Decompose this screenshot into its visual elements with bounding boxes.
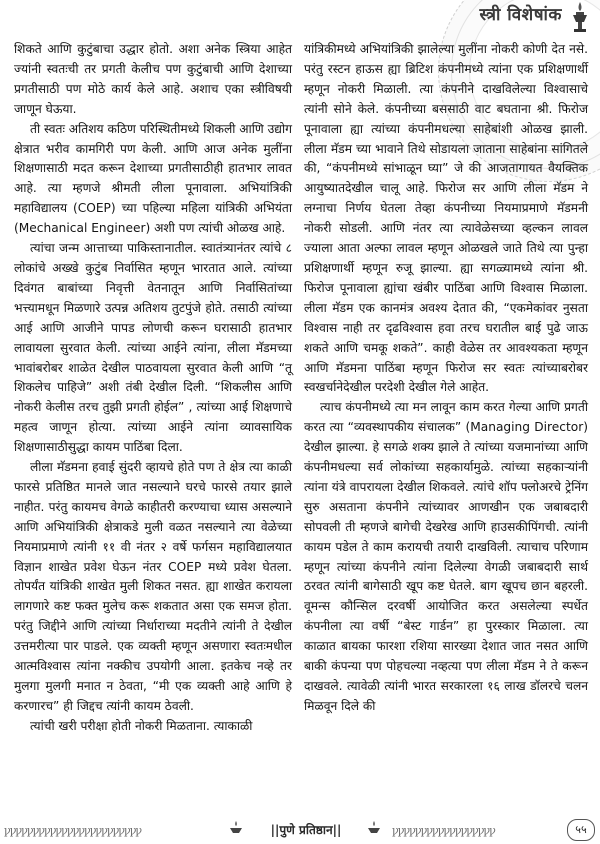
footer-border-left: ꝩꝩꝩꝩꝩꝩꝩꝩꝩꝩꝩꝩꝩꝩꝩꝩꝩꝩꝩꝩꝩꝩꝩꝩ: [4, 824, 142, 837]
diya-lamp-icon: [568, 0, 592, 34]
left-column: [14, 40, 292, 737]
paragraph: त्याच कंपनीमध्ये त्या मन लावून काम करत गेल्या आणि प्रगती करत त्या “व्यवस्थापकीय संचालक” (Managing Director) देखील झाल्या. हे सगळे शक्य झाले ते त्यांच्या यजमानांच्या आणि कंपनीमधल्या सर्व लोकांच्या सहकार्यामुळे. त्यांच्या सहकाऱ्यांनी त्यांना यंत्रे वापरायला देखील शिकवले. त्यांचे शॉप फ्लोअरचे ट्रेनिंग सुरु असताना कंपनीने त्यांच्यावर आणखीन एक जबाबदारी सोपवली ती म्हणजे बागेची देखरेख आणि हाउसकीपिंगची. त्यांनी कायम पडेल ते काम करायची तयारी दाखविली. त्याचाच परिणाम म्हणून त्यांच्या कंपनीने त्यांना दिलेल्या वेगळी जबाबदारी सार्थ ठरवत त्यांनी बागेसाठी खूप कष्ट घेतले. बाग खूपच छान बहरली. वूमन्स कौन्सिल दरवर्षी आयोजित करत असलेल्या स्पर्धेत कंपनीला त्या वर्षी “बेस्ट गार्डन” हा पुरस्कार मिळाला. त्या काळात बायका फारशा रशिया सारख्या देशात जात नसत आणि बाकी कंपन्या पण पोहचल्या नव्हत्या पण लीला मॅडम ने ते करून दाखवले. त्यावेळी त्यांनी भारत सरकारला १६ लाख डॉलरचे चलन मिळवून दिले की: [304, 400, 588, 713]
paragraph: लीला मॅडमना हवाई सुंदरी व्हायचे होते पण ते क्षेत्र त्या काळी फारसे प्रतिष्ठित मानले जात नसल्याने घरचे फारसे तयार झाले नाहीत. परंतु कायमच वेगळे काहीतरी करण्याचा ध्यास असल्याने आणि अभियांत्रिकी क्षेत्राकडे मुली वळत नसल्याने त्या वेळेच्या नियमाप्रमाणे त्यांनी ११ वी नंतर २ वर्षे फर्गसन महाविद्यालयात विज्ञान शाखेत प्रवेश घेऊन नंतर COEP मध्ये प्रवेश घेतला. तोपर्यंत यांत्रिकी शाखेत मुली शिकत नसत. ह्या शाखेत करायला लागणारे कष्ट फक्त मुलेच करू शकतात असा एक समज होता. परंतु जिद्दीने आणि त्यांच्या निर्धाराच्या मदतीने त्यांनी ते देखील उत्तमरीत्या पार पाडले. एक व्यक्ती म्हणून असणारा स्वतःमधील आत्मविश्वास त्यांना नक्कीच उपयोगी आला. इतकेच नव्हे तर मुलगा मुलगी मनात न ठेवता, “मी एक व्यक्ती आहे आणि हे करणारच” ही जिद्दच त्यांनी कायम ठेवली.: [14, 460, 292, 713]
paragraph: त्यांची खरी परीक्षा होती नोकरी मिळताना. त्याकाळी: [30, 718, 253, 733]
right-column: [304, 40, 588, 717]
section-title: स्त्री विशेषांक: [479, 5, 562, 25]
paragraph: ती स्वतः अतिशय कठिण परिस्थितीमध्ये शिकली आणि उद्योग क्षेत्रात भरीव कामगिरी पण केली. आणि आज अनेक मुलींना शिक्षणासाठी मदत करून देशाच्या प्रगतीसाठीही हातभार लावत आहे. त्या म्हणजे श्रीमती लीला पूनावाला. अभियांत्रिकी महाविद्यालय (COEP) च्या पहिल्या महिला यांत्रिकी अभियंता (Mechanical Engineer) अशी पण त्यांची ओळख आहे.: [14, 121, 292, 236]
paragraph: त्यांचा जन्म आत्ताच्या पाकिस्तानातील. स्वातंत्र्यानंतर त्यांचे ८ लोकांचे अख्खे कुटुंब निर्वासित म्हणून भारतात आले. त्यांच्या दिवंगत बाबांच्या निवृत्ती वेतनातून आणि निर्वासितांच्या भत्त्यामधून मिळणारे उत्पन्न अतिशय तुटपुंजे होते. तसाठी त्यांच्या आई आणि आजीने पापड लोणची करून घरासाठी हातभार लावायला सुरवात केली. त्यांच्या आईने त्यांना, लीला मॅडमच्या भावांबरोबर शाळेत देखील पाठवायला सुरवात केली आणि “तू शिकलेच पाहिजे” अशी तंबी देखील दिली. “शिकलीस आणि नोकरी केलीस तरच तुझी प्रगती होईल” , त्यांच्या आई शिक्षणाचे महत्व जाणून होत्या. त्यांच्या आईने त्यांना व्यावसायिक शिक्षणासाठीसुद्धा कायम पाठिंबा दिला.: [14, 241, 292, 455]
page-footer: [0, 816, 600, 844]
diya-icon: [228, 820, 244, 836]
footer-border-right: ꝩꝩꝩꝩꝩꝩꝩꝩꝩꝩꝩꝩꝩꝩꝩꝩꝩꝩ: [392, 824, 495, 837]
paragraph: यांत्रिकीमध्ये अभियांत्रिकी झालेल्या मुलींना नोकरी कोणी देत नसे. परंतु रस्टन हाऊस ह्या ब्रिटिश कंपनीमध्ये त्यांना एक प्रशिक्षणार्थी म्हणून नोकरी मिळाली. त्या कंपनीने दाखविलेल्या विश्वासाचे त्यांनी सोने केले. कंपनीच्या बससाठी वाट बघताना श्री. फिरोज पूनावाला ह्या त्यांच्या कंपनीमधल्या साहेबांशी ओळख झाली. लीला मॅडम च्या भावाने तिथे सोडायला जाताना साहेबांना सांगितले की, “कंपनीमध्ये सांभाळून घ्या” जे की आजतागायत वैयक्तिक आयुष्यातदेखील चालू आहे. फिरोज सर आणि लीला मॅडम ने लग्नाचा निर्णय घेतला तेव्हा कंपनीच्या नियमाप्रमाणे मॅडमनी नोकरी सोडली. आणि नंतर त्या त्यावेळेसच्या व्हल्कन लावल ज्याला आता अल्फा लावल म्हणून ओळखले जाते तिथे त्या पुन्हा प्रशिक्षणार्थी म्हणून रुजू झाल्या. ह्या सगळ्यामध्ये त्यांना श्री. फिरोज पूनावाला ह्यांचा खंबीर पाठिंबा आणि विश्वास मिळाला. लीला मॅडम एक कानमंत्र अवश्य देतात की, “एकमेकांवर नुसता विश्वास नाही तर दृढविश्वास हवा तरच घरातील बाई पुढे जाऊ शकते आणि चमकू शकते”. काही वेळेस तर आवश्यकता म्हणून आणि मॅडमना पाठिंबा म्हणून फिरोज सर स्वतः त्यांच्याबरोबर स्वखर्चानेदेखील परदेशी देखील गेले आहेत.: [304, 42, 588, 395]
magazine-title: ||पुणे प्रतिष्ठान||: [270, 823, 342, 837]
page-number: ५५: [567, 819, 595, 841]
diya-icon: [366, 820, 382, 836]
paragraph: शिकते आणि कुटुंबाचा उद्धार होतो. अशा अनेक स्त्रिया आहेत ज्यांनी स्वतःची तर प्रगती केलीच पण कुटुंबाची आणि देशाच्या प्रगतीसाठी पण मोठे कार्य केले आहे. अशाच एका स्त्रीविषयी जाणून घेऊया.: [14, 42, 292, 116]
